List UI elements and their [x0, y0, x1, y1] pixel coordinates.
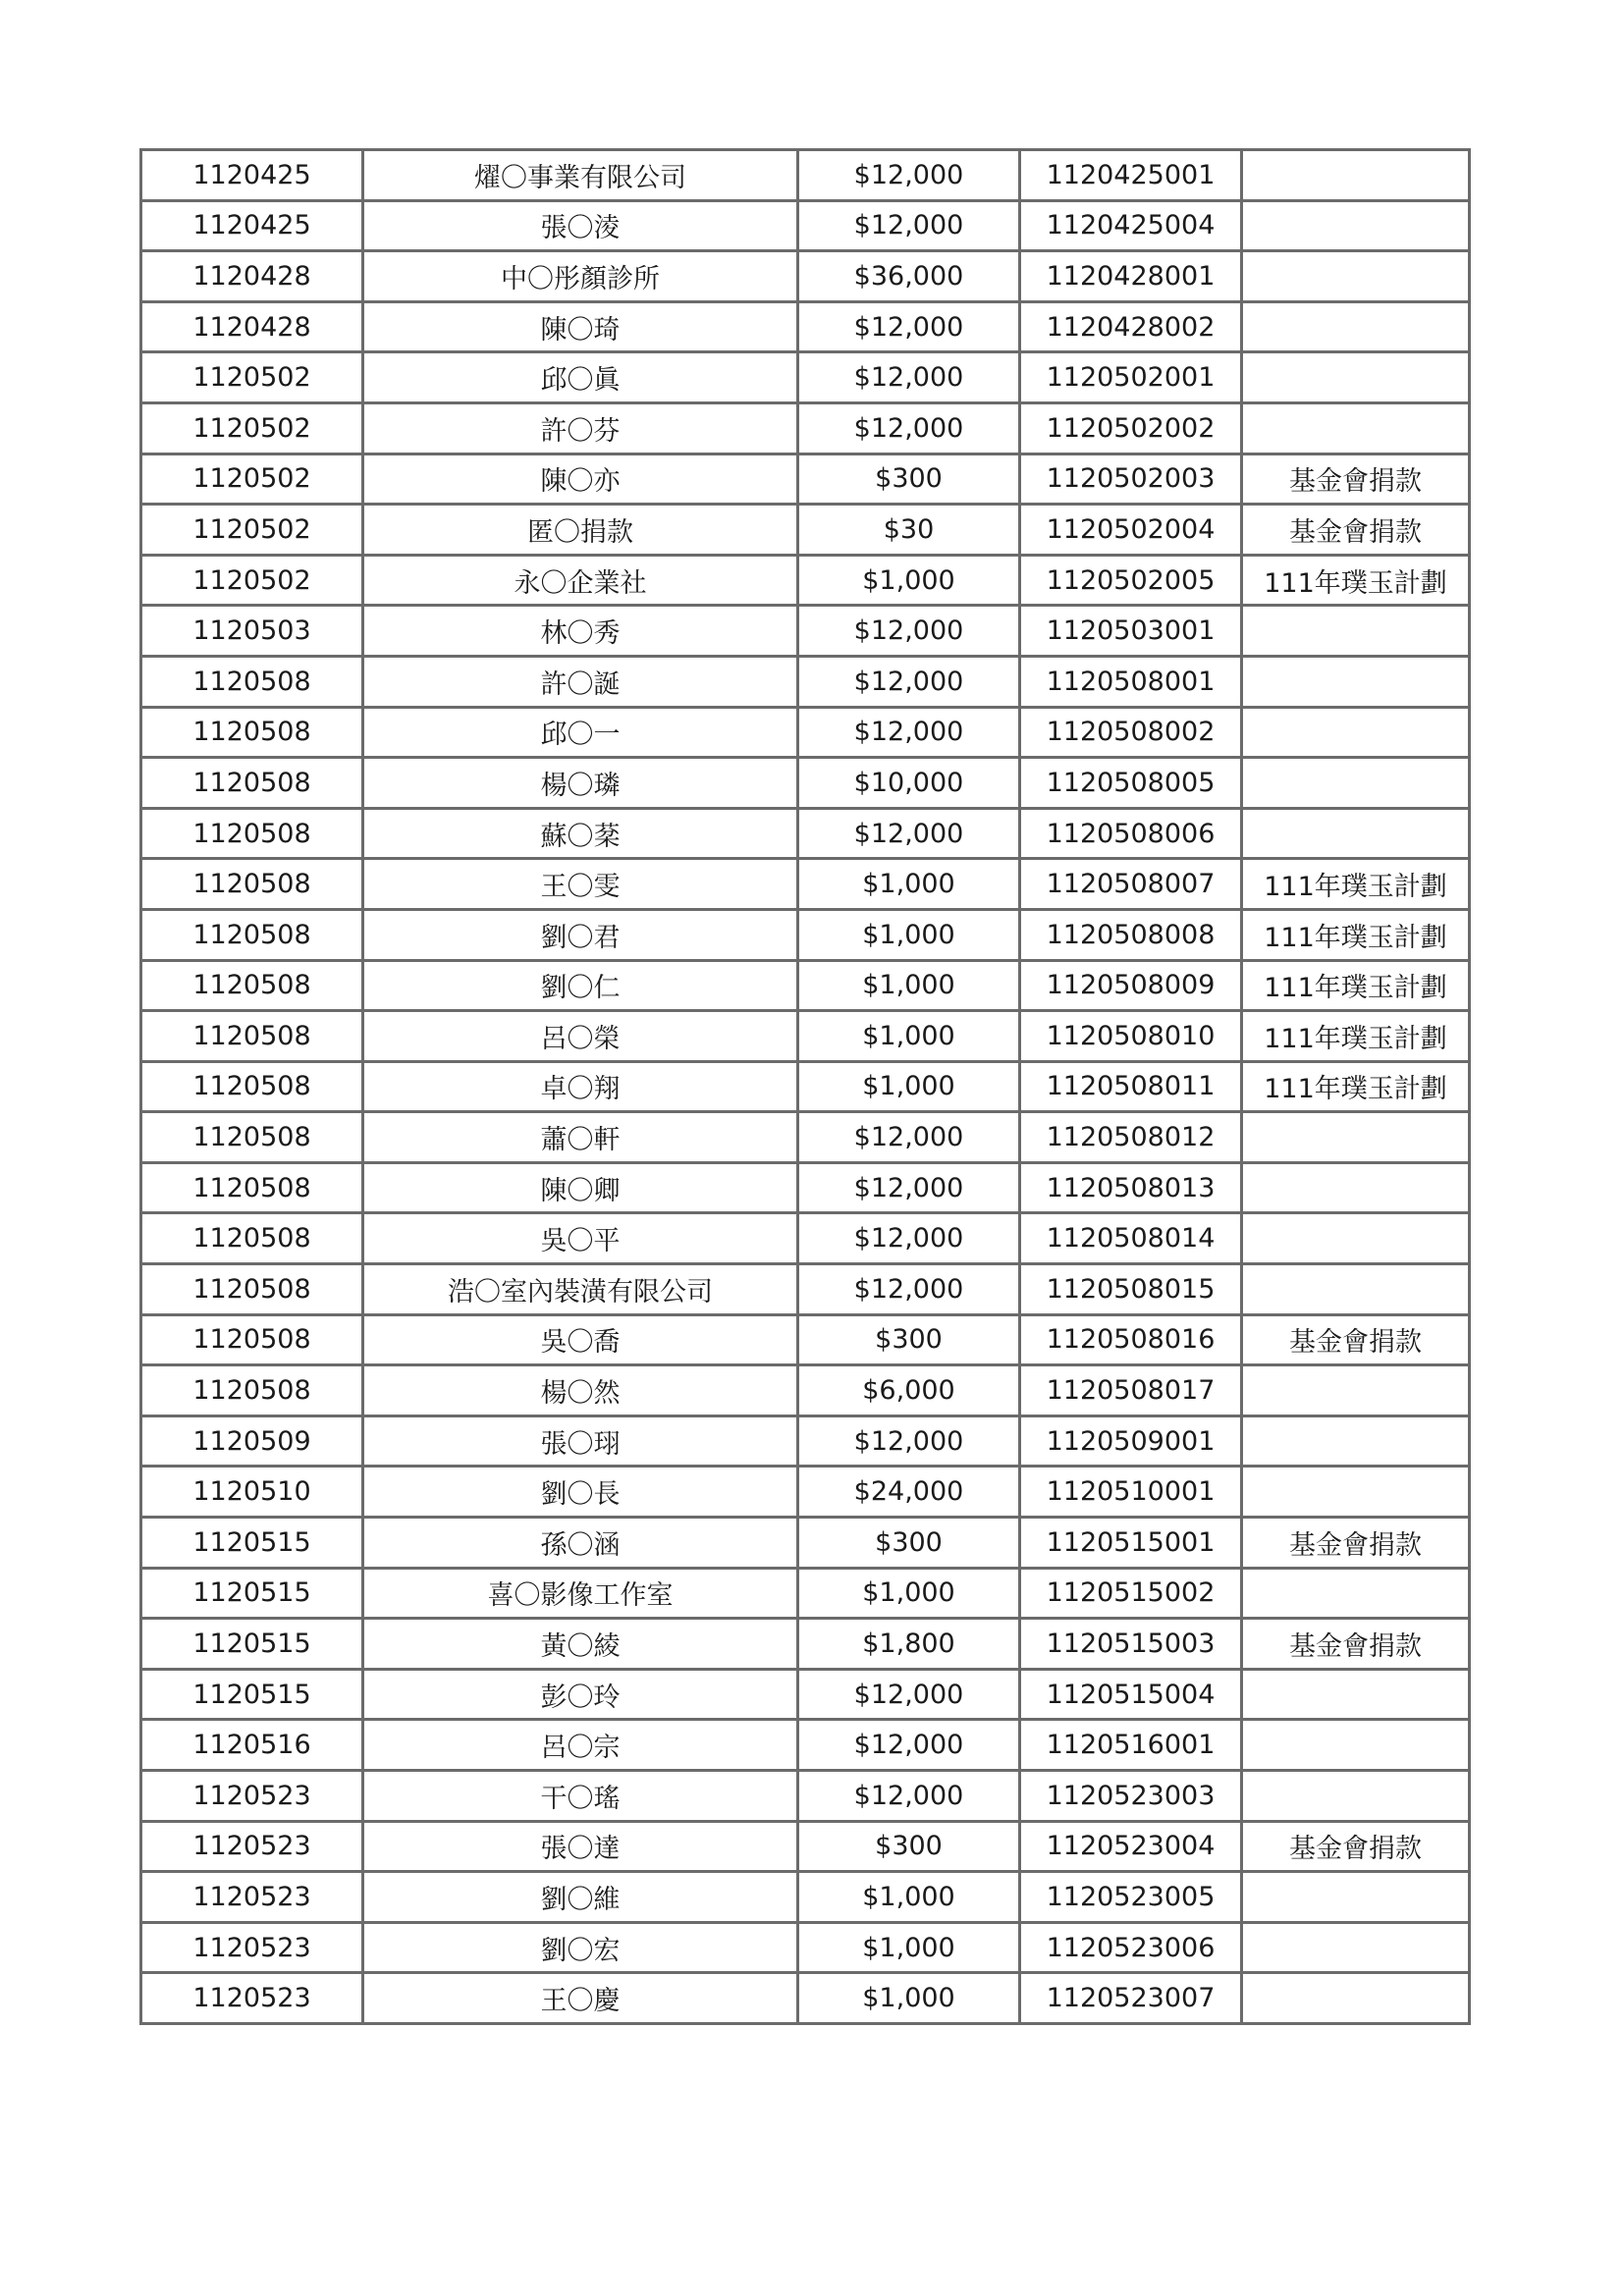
receipt-number-cell: 1120516001: [1020, 1720, 1242, 1771]
donor-name-cell: 吳〇喬: [363, 1314, 798, 1365]
donation-amount-cell: $300: [798, 1314, 1020, 1365]
receipt-number-cell: 1120503001: [1020, 606, 1242, 657]
donor-name-cell: 永〇企業社: [363, 555, 798, 606]
donor-name-cell: 彭〇玲: [363, 1669, 798, 1720]
donation-amount-cell: $1,000: [798, 1922, 1020, 1973]
donor-name-cell: 呂〇榮: [363, 1011, 798, 1062]
receipt-number-cell: 1120508005: [1020, 758, 1242, 809]
donor-name-cell: 劉〇長: [363, 1467, 798, 1518]
table-row: [141, 656, 1470, 707]
table-row: [141, 1518, 1470, 1569]
donation-date-cell: 1120502: [141, 454, 363, 505]
table-row: [141, 1669, 1470, 1720]
table-row: [141, 1821, 1470, 1872]
donor-name-cell: 劉〇仁: [363, 960, 798, 1011]
donor-name-cell: 黃〇綾: [363, 1619, 798, 1670]
donation-note-cell: 111年璞玉計劃: [1242, 909, 1470, 960]
table-row: [141, 1264, 1470, 1315]
donation-note-cell: 111年璞玉計劃: [1242, 859, 1470, 910]
donor-name-cell: 燿〇事業有限公司: [363, 150, 798, 201]
receipt-number-cell: 1120508008: [1020, 909, 1242, 960]
table-row: [141, 1720, 1470, 1771]
donation-amount-cell: $1,000: [798, 555, 1020, 606]
donor-name-cell: 王〇慶: [363, 1973, 798, 2024]
receipt-number-cell: 1120523007: [1020, 1973, 1242, 2024]
donor-name-cell: 張〇達: [363, 1821, 798, 1872]
donation-date-cell: 1120425: [141, 150, 363, 201]
donation-note-cell: [1242, 606, 1470, 657]
donation-amount-cell: $1,000: [798, 1973, 1020, 2024]
table-row: [141, 808, 1470, 859]
table-row: [141, 1162, 1470, 1213]
table-row: [141, 909, 1470, 960]
donation-date-cell: 1120523: [141, 1821, 363, 1872]
donation-date-cell: 1120508: [141, 1314, 363, 1365]
donation-date-cell: 1120428: [141, 251, 363, 302]
donation-date-cell: 1120508: [141, 707, 363, 758]
donor-name-cell: 干〇瑤: [363, 1771, 798, 1822]
receipt-number-cell: 1120502003: [1020, 454, 1242, 505]
table-row: [141, 1314, 1470, 1365]
donation-note-cell: [1242, 1872, 1470, 1923]
donation-note-cell: [1242, 1112, 1470, 1163]
donation-amount-cell: $300: [798, 1821, 1020, 1872]
receipt-number-cell: 1120508009: [1020, 960, 1242, 1011]
donor-name-cell: 蕭〇軒: [363, 1112, 798, 1163]
receipt-number-cell: 1120523005: [1020, 1872, 1242, 1923]
donation-date-cell: 1120428: [141, 301, 363, 352]
donation-amount-cell: $12,000: [798, 402, 1020, 454]
donation-note-cell: [1242, 808, 1470, 859]
donation-note-cell: [1242, 1365, 1470, 1416]
table-row: [141, 1973, 1470, 2024]
donation-date-cell: 1120502: [141, 505, 363, 556]
receipt-number-cell: 1120428001: [1020, 251, 1242, 302]
donor-name-cell: 孫〇涵: [363, 1518, 798, 1569]
donation-date-cell: 1120515: [141, 1518, 363, 1569]
table-row: [141, 505, 1470, 556]
donor-name-cell: 陳〇琦: [363, 301, 798, 352]
donation-amount-cell: $12,000: [798, 656, 1020, 707]
receipt-number-cell: 1120502001: [1020, 352, 1242, 403]
donation-note-cell: 基金會捐款: [1242, 454, 1470, 505]
receipt-number-cell: 1120508013: [1020, 1162, 1242, 1213]
receipt-number-cell: 1120502002: [1020, 402, 1242, 454]
donation-date-cell: 1120509: [141, 1415, 363, 1467]
donation-date-cell: 1120523: [141, 1771, 363, 1822]
donor-name-cell: 王〇雯: [363, 859, 798, 910]
donation-amount-cell: $1,000: [798, 1568, 1020, 1619]
receipt-number-cell: 1120523004: [1020, 1821, 1242, 1872]
donation-date-cell: 1120502: [141, 352, 363, 403]
donation-amount-cell: $12,000: [798, 1771, 1020, 1822]
donation-note-cell: [1242, 402, 1470, 454]
donation-note-cell: [1242, 1669, 1470, 1720]
table-row: [141, 1365, 1470, 1416]
table-row: [141, 301, 1470, 352]
receipt-number-cell: 1120508012: [1020, 1112, 1242, 1163]
donation-date-cell: 1120508: [141, 1162, 363, 1213]
donation-amount-cell: $12,000: [798, 606, 1020, 657]
donation-amount-cell: $12,000: [798, 1112, 1020, 1163]
donor-name-cell: 張〇珝: [363, 1415, 798, 1467]
donation-note-cell: 基金會捐款: [1242, 505, 1470, 556]
table-row: [141, 1922, 1470, 1973]
receipt-number-cell: 1120508016: [1020, 1314, 1242, 1365]
donor-name-cell: 吳〇平: [363, 1213, 798, 1264]
donor-name-cell: 林〇秀: [363, 606, 798, 657]
donation-amount-cell: $24,000: [798, 1467, 1020, 1518]
table-row: [141, 555, 1470, 606]
table-row: [141, 1112, 1470, 1163]
donation-table-body: [141, 150, 1470, 2024]
table-row: [141, 1467, 1470, 1518]
donation-amount-cell: $12,000: [798, 1720, 1020, 1771]
donation-date-cell: 1120508: [141, 960, 363, 1011]
donor-name-cell: 呂〇宗: [363, 1720, 798, 1771]
donation-note-cell: [1242, 1973, 1470, 2024]
donation-date-cell: 1120508: [141, 1213, 363, 1264]
table-row: [141, 251, 1470, 302]
donation-table: [139, 148, 1471, 2025]
donation-amount-cell: $30: [798, 505, 1020, 556]
donation-date-cell: 1120523: [141, 1922, 363, 1973]
table-row: [141, 1872, 1470, 1923]
donation-note-cell: [1242, 656, 1470, 707]
donation-date-cell: 1120502: [141, 402, 363, 454]
donation-note-cell: [1242, 251, 1470, 302]
donation-amount-cell: $12,000: [798, 1162, 1020, 1213]
donation-amount-cell: $12,000: [798, 150, 1020, 201]
receipt-number-cell: 1120428002: [1020, 301, 1242, 352]
receipt-number-cell: 1120508006: [1020, 808, 1242, 859]
donation-amount-cell: $1,000: [798, 960, 1020, 1011]
donation-note-cell: [1242, 1415, 1470, 1467]
table-row: [141, 1568, 1470, 1619]
donor-name-cell: 陳〇卿: [363, 1162, 798, 1213]
donation-date-cell: 1120425: [141, 200, 363, 251]
donation-note-cell: [1242, 301, 1470, 352]
donation-note-cell: 基金會捐款: [1242, 1821, 1470, 1872]
donation-amount-cell: $1,000: [798, 909, 1020, 960]
donation-note-cell: [1242, 1720, 1470, 1771]
donation-note-cell: [1242, 1467, 1470, 1518]
donation-amount-cell: $300: [798, 454, 1020, 505]
donation-amount-cell: $12,000: [798, 1213, 1020, 1264]
table-row: [141, 1415, 1470, 1467]
donation-note-cell: [1242, 1264, 1470, 1315]
table-row: [141, 200, 1470, 251]
receipt-number-cell: 1120515001: [1020, 1518, 1242, 1569]
donation-amount-cell: $10,000: [798, 758, 1020, 809]
donor-name-cell: 邱〇眞: [363, 352, 798, 403]
donation-date-cell: 1120508: [141, 859, 363, 910]
donor-name-cell: 劉〇維: [363, 1872, 798, 1923]
donation-note-cell: [1242, 200, 1470, 251]
donation-note-cell: [1242, 707, 1470, 758]
donation-date-cell: 1120516: [141, 1720, 363, 1771]
donation-note-cell: 基金會捐款: [1242, 1518, 1470, 1569]
receipt-number-cell: 1120515004: [1020, 1669, 1242, 1720]
donation-date-cell: 1120508: [141, 1365, 363, 1416]
receipt-number-cell: 1120509001: [1020, 1415, 1242, 1467]
receipt-number-cell: 1120508017: [1020, 1365, 1242, 1416]
donor-name-cell: 蘇〇棻: [363, 808, 798, 859]
donation-amount-cell: $12,000: [798, 301, 1020, 352]
table-row: [141, 707, 1470, 758]
receipt-number-cell: 1120508011: [1020, 1061, 1242, 1112]
donation-amount-cell: $12,000: [798, 1415, 1020, 1467]
donation-date-cell: 1120508: [141, 1061, 363, 1112]
donation-note-cell: [1242, 1771, 1470, 1822]
donation-amount-cell: $12,000: [798, 1264, 1020, 1315]
receipt-number-cell: 1120508007: [1020, 859, 1242, 910]
donation-amount-cell: $1,000: [798, 1061, 1020, 1112]
donation-note-cell: [1242, 1568, 1470, 1619]
donation-note-cell: [1242, 150, 1470, 201]
donation-amount-cell: $1,000: [798, 1011, 1020, 1062]
donation-note-cell: 111年璞玉計劃: [1242, 1061, 1470, 1112]
donor-name-cell: 許〇誕: [363, 656, 798, 707]
donation-date-cell: 1120508: [141, 1112, 363, 1163]
donation-amount-cell: $1,000: [798, 859, 1020, 910]
donation-date-cell: 1120508: [141, 758, 363, 809]
donation-amount-cell: $12,000: [798, 352, 1020, 403]
donor-name-cell: 邱〇一: [363, 707, 798, 758]
donation-amount-cell: $1,000: [798, 1872, 1020, 1923]
donor-name-cell: 張〇淩: [363, 200, 798, 251]
receipt-number-cell: 1120502004: [1020, 505, 1242, 556]
table-row: [141, 1011, 1470, 1062]
donor-name-cell: 陳〇亦: [363, 454, 798, 505]
receipt-number-cell: 1120425004: [1020, 200, 1242, 251]
donation-date-cell: 1120515: [141, 1669, 363, 1720]
donation-date-cell: 1120508: [141, 909, 363, 960]
donation-note-cell: [1242, 758, 1470, 809]
donation-date-cell: 1120503: [141, 606, 363, 657]
donation-note-cell: [1242, 1162, 1470, 1213]
donation-note-cell: 111年璞玉計劃: [1242, 555, 1470, 606]
receipt-number-cell: 1120510001: [1020, 1467, 1242, 1518]
receipt-number-cell: 1120508002: [1020, 707, 1242, 758]
receipt-number-cell: 1120523003: [1020, 1771, 1242, 1822]
donation-date-cell: 1120502: [141, 555, 363, 606]
receipt-number-cell: 1120508015: [1020, 1264, 1242, 1315]
donation-amount-cell: $12,000: [798, 1669, 1020, 1720]
table-row: [141, 1061, 1470, 1112]
donation-note-cell: [1242, 1922, 1470, 1973]
donation-note-cell: 基金會捐款: [1242, 1314, 1470, 1365]
table-row: [141, 150, 1470, 201]
donation-note-cell: [1242, 1213, 1470, 1264]
receipt-number-cell: 1120508010: [1020, 1011, 1242, 1062]
donation-date-cell: 1120508: [141, 656, 363, 707]
donor-name-cell: 喜〇影像工作室: [363, 1568, 798, 1619]
donation-date-cell: 1120508: [141, 1011, 363, 1062]
receipt-number-cell: 1120508014: [1020, 1213, 1242, 1264]
donation-amount-cell: $12,000: [798, 707, 1020, 758]
donor-name-cell: 中〇彤顏診所: [363, 251, 798, 302]
receipt-number-cell: 1120425001: [1020, 150, 1242, 201]
table-row: [141, 352, 1470, 403]
donor-name-cell: 匿〇捐款: [363, 505, 798, 556]
table-row: [141, 960, 1470, 1011]
donation-amount-cell: $12,000: [798, 200, 1020, 251]
donation-amount-cell: $6,000: [798, 1365, 1020, 1416]
donor-name-cell: 卓〇翔: [363, 1061, 798, 1112]
donation-date-cell: 1120523: [141, 1973, 363, 2024]
table-row: [141, 859, 1470, 910]
donor-name-cell: 楊〇璘: [363, 758, 798, 809]
table-row: [141, 1213, 1470, 1264]
donation-amount-cell: $1,800: [798, 1619, 1020, 1670]
donor-name-cell: 劉〇君: [363, 909, 798, 960]
table-row: [141, 606, 1470, 657]
donation-date-cell: 1120515: [141, 1619, 363, 1670]
table-row: [141, 1619, 1470, 1670]
donor-name-cell: 許〇芬: [363, 402, 798, 454]
table-row: [141, 402, 1470, 454]
donor-name-cell: 楊〇然: [363, 1365, 798, 1416]
receipt-number-cell: 1120515003: [1020, 1619, 1242, 1670]
donation-amount-cell: $300: [798, 1518, 1020, 1569]
donation-note-cell: 111年璞玉計劃: [1242, 1011, 1470, 1062]
donation-date-cell: 1120515: [141, 1568, 363, 1619]
donor-name-cell: 浩〇室內裝潢有限公司: [363, 1264, 798, 1315]
receipt-number-cell: 1120515002: [1020, 1568, 1242, 1619]
donation-amount-cell: $12,000: [798, 808, 1020, 859]
receipt-number-cell: 1120502005: [1020, 555, 1242, 606]
donation-date-cell: 1120508: [141, 1264, 363, 1315]
receipt-number-cell: 1120523006: [1020, 1922, 1242, 1973]
donation-note-cell: 基金會捐款: [1242, 1619, 1470, 1670]
donation-amount-cell: $36,000: [798, 251, 1020, 302]
receipt-number-cell: 1120508001: [1020, 656, 1242, 707]
donation-note-cell: 111年璞玉計劃: [1242, 960, 1470, 1011]
table-row: [141, 454, 1470, 505]
donation-date-cell: 1120510: [141, 1467, 363, 1518]
donation-date-cell: 1120523: [141, 1872, 363, 1923]
donation-date-cell: 1120508: [141, 808, 363, 859]
table-row: [141, 1771, 1470, 1822]
donation-note-cell: [1242, 352, 1470, 403]
donor-name-cell: 劉〇宏: [363, 1922, 798, 1973]
table-row: [141, 758, 1470, 809]
